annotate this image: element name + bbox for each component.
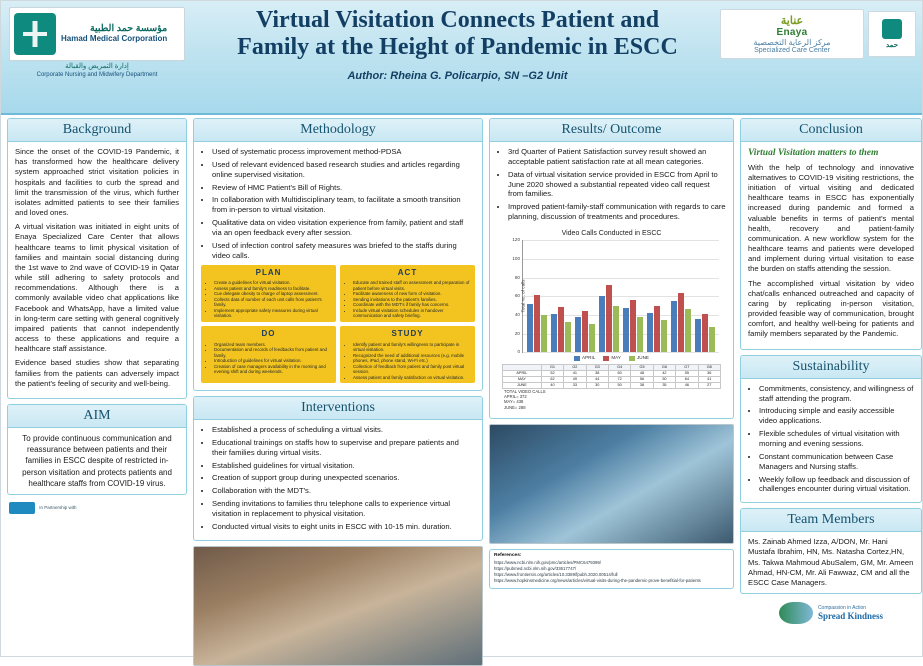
pdsa-do-label: DO [261, 328, 276, 338]
list-item: • Assess patient and family satisfaction on virtual visitation. [353, 375, 471, 381]
chart-table-header: G8 [698, 364, 720, 370]
background-paragraph: Since the onset of the COVID-19 Pandemic, it has transformed how the healthcare delivery system approached strict visitation policies in hospitals and facilities to curb the spread and limit the transmission of the virus, which further isolates admitted patients to see their families and loved ones. [15, 147, 179, 218]
hmc-department-english: Corporate Nursing and Midwifery Department [36, 71, 158, 78]
hamad-logo-icon [882, 19, 902, 39]
reference-item[interactable]: https://www.frontiersin.org/articles/10.3389/fpubh.2020.00514/full [494, 572, 618, 578]
list-item: • Flexible schedules of virtual visitation with morning and evening sessions. [759, 429, 914, 449]
column-results [489, 118, 734, 666]
chart-bar [582, 311, 588, 352]
title-block [193, 7, 722, 82]
section-methodology-title: Methodology [194, 119, 482, 142]
list-item: • Cue delegate obesity to charge of laptop assessment. [214, 291, 332, 297]
section-interventions-title: Interventions [194, 397, 482, 420]
chart-bar [613, 306, 619, 353]
section-results-title: Results/ Outcome [490, 119, 733, 142]
chart-bar [589, 324, 595, 352]
hmc-department-arabic: إدارة التمريض والقبالة [65, 63, 129, 70]
section-conclusion [740, 118, 922, 350]
spread-kindness-logo [740, 599, 922, 624]
chart-bar-group [669, 240, 693, 352]
hamad-logo [868, 11, 916, 57]
list-item: • Collaboration with the MDT's. [212, 486, 475, 496]
section-background-title: Background [8, 119, 186, 142]
kindness-icon [779, 602, 813, 624]
pdsa-plan [201, 265, 336, 322]
list-item: • Introduction of guidelines for virtual visitation. [214, 358, 332, 364]
partner-label: In Partnership with [39, 505, 77, 511]
pdsa-study-items [344, 342, 471, 381]
list-item: • Established a process of scheduling a virtual visits. [212, 425, 475, 435]
chart-total-line: MAY= 438 [504, 399, 524, 405]
section-results-body [490, 142, 733, 418]
partner-note [7, 500, 187, 514]
chart-bar-group [693, 240, 717, 352]
pdsa-study [340, 326, 475, 383]
chart-table-cell: 42 [653, 370, 675, 376]
list-item: • Constant communication between Case Managers and Nursing staffs. [759, 452, 914, 472]
chart-bar [637, 317, 643, 352]
pdsa-act-items [344, 280, 471, 319]
section-sustainability [740, 355, 922, 504]
list-item: • Used of infection control safety measures was briefed to the staffs during video calls. [212, 241, 475, 261]
chart-bar [599, 296, 605, 352]
enaya-logo-english: Enaya [776, 27, 808, 38]
column-methodology [193, 118, 483, 666]
chart-total-line: JUNE= 288 [504, 404, 526, 410]
poster-body [1, 113, 922, 656]
chart-table-cell: 52 [541, 370, 563, 376]
list-item: • Used of relevant evidenced based research studies and articles regarding online supervised visitation. [212, 160, 475, 180]
chart-bar [534, 295, 540, 353]
video-calls-chart [497, 225, 726, 413]
chart-y-tick: 20 [514, 330, 520, 336]
chart-y-axis-label: Total no. of calls [520, 279, 526, 313]
chart-table-cell: 72 [608, 376, 630, 382]
legend-item-may: MAY [603, 355, 621, 361]
chart-bar-group [549, 240, 573, 352]
chart-bar-group [573, 240, 597, 352]
chart-table-cell: 60 [608, 370, 630, 376]
chart-table-cell: 50 [608, 382, 630, 388]
chart-table-cell: 36 [698, 370, 720, 376]
chart-total-line: TOTAL VIDEO CALLS [504, 388, 546, 394]
chart-y-tick: 0 [517, 349, 520, 355]
chart-bar [702, 314, 708, 352]
section-aim [7, 404, 187, 495]
chart-table-cell: 27 [698, 382, 720, 388]
pdsa-cycle-diagram [201, 265, 475, 383]
list-item: • Sending invitations to the patient's families. [353, 297, 471, 303]
page-title-line1: Virtual Visitation Connects Patient and [255, 7, 660, 33]
partner-logo-icon [9, 502, 35, 514]
section-sustainability-title: Sustainability [741, 356, 921, 379]
chart-table-header: G2 [564, 364, 586, 370]
chart-table-header: G1 [541, 364, 563, 370]
chart-table-header: G5 [631, 364, 653, 370]
legend-item-june: JUNE [629, 355, 649, 361]
list-item: • Commitments, consistency, and willingness of staff attending the program. [759, 384, 914, 404]
chart-table-header: G4 [608, 364, 630, 370]
pdsa-act [340, 265, 475, 322]
enaya-logo-arabic: عناية [780, 15, 804, 27]
chart-table-cell: 44 [586, 376, 608, 382]
chart-title: Video Calls Conducted in ESCC [561, 230, 662, 238]
pdsa-plan-items [205, 280, 332, 319]
pdsa-do [201, 326, 336, 383]
table-row [503, 382, 721, 388]
photo-patient-video-call [193, 546, 483, 666]
chart-table-cell: 38 [586, 370, 608, 376]
list-item: • Facilitate awareness of new form of visitation. [353, 291, 471, 297]
column-left [7, 118, 187, 666]
list-item: • Introducing simple and easily accessible video applications. [759, 406, 914, 426]
chart-table-row-label: JUNE [503, 382, 542, 388]
references-block [489, 549, 734, 589]
chart-bar [661, 320, 667, 353]
reference-item[interactable]: https://www.hopkinsmedicine.org/news/articles/virtual-visits-during-the-pandemic-prove-benefitial-for-patients [494, 578, 701, 584]
chart-data-table [502, 364, 721, 389]
chart-table-header: G7 [676, 364, 698, 370]
references-label: References: [494, 552, 522, 558]
list-item: • Used of systematic process improvement method-PDSA [212, 147, 475, 157]
chart-table-cell: 49 [564, 376, 586, 382]
section-conclusion-body [741, 142, 921, 349]
chart-bar-group [525, 240, 549, 352]
chart-table-cell: 46 [676, 382, 698, 388]
poster-header [1, 1, 922, 115]
chart-bar [541, 315, 547, 352]
list-item: • Include virtual visitation schedules in handover communication and safety briefing. [353, 308, 471, 319]
list-item: • Sending invitations to families thru telephone calls to experience virtual visitation in replacement to physical visitation. [212, 499, 475, 519]
hmc-logo-english: Hamad Medical Corporation [61, 33, 168, 43]
chart-table-cell: 56 [631, 376, 653, 382]
chart-table-cell: 55 [676, 370, 698, 376]
list-item: • Conducted virtual visits to eight units in ESCC with 10-15 min. duration. [212, 522, 475, 532]
chart-bar-group [621, 240, 645, 352]
chart-table-header: G3 [586, 364, 608, 370]
chart-table-cell: 35 [653, 382, 675, 388]
section-sustainability-body [741, 379, 921, 503]
chart-gridline [523, 352, 719, 353]
conclusion-heading: Virtual Visitation matters to them [748, 148, 879, 158]
hmc-logo-arabic: مؤسسة حمد الطبية [89, 23, 168, 35]
chart-bar [558, 307, 564, 353]
interventions-bullets [201, 425, 475, 532]
chart-total-line: APRIL= 372 [504, 394, 527, 400]
chart-bar [527, 304, 533, 353]
results-bullets [497, 147, 726, 222]
chart-plot-area [512, 237, 719, 355]
chart-table-cell: 64 [676, 376, 698, 382]
section-aim-body: To provide continuous communication and reassurance between patients and their families in ESCC despite of restricted in-person visitation and protects patients and healthcare staffs from COVID-19 virus. [22, 433, 172, 488]
references-list [490, 550, 733, 588]
section-methodology [193, 118, 483, 391]
chart-y-tick: 60 [514, 293, 520, 299]
legend-item-april: APRIL [574, 355, 595, 361]
chart-y-tick: 80 [514, 274, 520, 280]
chart-bar [606, 285, 612, 352]
enaya-logo [720, 9, 864, 59]
section-methodology-body [194, 142, 482, 390]
chart-bars [523, 240, 719, 352]
list-item: • Weekly follow up feedback and discussion of challenges encounter during virtual visitation. [759, 475, 914, 495]
background-paragraph: A virtual visitation was initiated in eight units of Enaya Specialized Care Center that allows healthcare teams to limit physical visitation of families and maintain social distancing during the 1st wave to 2nd wave of COVID-19 in Qatar while still adhering to safety protocols and recommendations. Although there is a commonly available video chat applications like Facebook and WhatsApp, have a limited value in long-term care setting with general cognitively impaired patients that cannot independently access to these applications and require a healthcare staff assistance. [15, 222, 179, 354]
list-item: • Educate and trained staff on assessment and preparation of patient before virtual visits. [353, 280, 471, 291]
section-conclusion-title: Conclusion [741, 119, 921, 142]
photo-row [489, 424, 734, 544]
chart-bar-group [597, 240, 621, 352]
chart-bar [565, 322, 571, 353]
chart-table-cell: 41 [564, 370, 586, 376]
list-item: • Collection of feedback from patient and family post virtual session. [353, 364, 471, 375]
chart-table-cell: 41 [698, 376, 720, 382]
chart-table-cell: 33 [564, 382, 586, 388]
kindness-tagline: Compassion in Action [817, 605, 867, 612]
enaya-logo-english-sub: Specialized Care Center [754, 47, 830, 54]
chart-legend [502, 355, 721, 361]
list-item: • Review of HMC Patient's Bill of Rights. [212, 183, 475, 193]
section-results [489, 118, 734, 419]
column-right [740, 118, 922, 666]
chart-table-cell: 62 [541, 376, 563, 382]
chart-table-cell: 30 [586, 382, 608, 388]
section-team-members-body: Ms. Zainab Ahmed Izza, A/DON, Mr. Hani Mustafa Ibrahim, HN, Ms. Natasha Cortez,HN, Ms. Takwa Mahmoud AbuSalem, GM, Mr. Ameen Ahmad, HN-CM, Mr. Ali Fawwaz, CM and all the ESCC Case Managers. [748, 537, 914, 588]
pdsa-study-label: STUDY [391, 328, 424, 338]
photo-nurse-tablet [489, 424, 734, 544]
author-line: Author: Rheina G. Policarpio, SN –G2 Unit [347, 69, 568, 82]
section-interventions-body [194, 420, 482, 540]
hmc-logo [9, 7, 185, 61]
list-item: • Qualitative data on video visitation experience from family, patient and staff via an open feedback every after session. [212, 218, 475, 238]
chart-totals-note [502, 389, 721, 410]
enaya-logo-arabic-sub: مركز الرعاية التخصصية [753, 38, 831, 47]
chart-bar [647, 313, 653, 352]
section-background [7, 118, 187, 399]
chart-bar [654, 306, 660, 353]
list-item: • Organized team members. [214, 342, 332, 348]
chart-bar [623, 308, 629, 353]
chart-y-tick: 120 [512, 237, 520, 243]
chart-table-row-label: MAY [503, 376, 542, 382]
list-item: • Assess patient and family's readiness to facilitate. [214, 286, 332, 292]
conclusion-paragraph: With the help of technology and innovative alternatives to COVID-19 visiting restrictions, the initiation of virtual visiting and dedicated healthcare teams in ESCC has exponentially increased during pandemic and formed a valuable benefits in terms of patient's mental health, recovery and patient-family communication. A new workflow system for the healthcare teams and patients were developed and implement during virtual visitation to ease the burden on staffs attending the session. [748, 162, 914, 274]
list-item: • Improved patient-family-staff communication with regards to care planning, discussion of treatments and procedures. [508, 202, 726, 222]
pdsa-act-label: ACT [397, 267, 418, 277]
hmc-department [9, 63, 185, 79]
chart-bar [551, 314, 557, 352]
chart-bar [671, 301, 677, 352]
chart-table-cell: 50 [653, 376, 675, 382]
chart-y-tick: 40 [514, 312, 520, 318]
list-item: • Educational trainings on staffs how to supervise and prepare patients and their families during virtual visits. [212, 438, 475, 458]
list-item: • Collects data of number of each unit calls from patient's family. [214, 297, 332, 308]
list-item: • Creation of case managers availability in the morning and evening shift and during weekends. [214, 364, 332, 375]
chart-bar [709, 327, 715, 352]
hmc-logo-icon [14, 13, 56, 55]
section-background-body [8, 142, 186, 398]
pdsa-plan-label: PLAN [255, 267, 282, 277]
chart-table-cell: 40 [541, 382, 563, 388]
background-paragraph: Evidence based studies show that separating families from the patients can adversely impact the patient's feeling of security and well-being. [15, 358, 179, 388]
page-title-line2: Family at the Height of Pandemic in ESCC [237, 34, 678, 61]
chart-table-row-label: APRIL [503, 370, 542, 376]
chart-bar [630, 300, 636, 352]
list-item: • Documentation and records of feedbacks from patient and family. [214, 347, 332, 358]
list-item: • Recognized the need of additional resources (e.g. mobile phones, iPad, phone stand, Wi-Fi etc.) [353, 353, 471, 364]
hamad-logo-label: حمد [885, 42, 899, 49]
list-item: • Identify patient and family's willingness to participate in virtual visitation. [353, 342, 471, 353]
list-item: • Data of virtual visitation service provided in ESCC from April to June 2020 showed a substantial repeated video call request from families. [508, 170, 726, 200]
list-item: • 3rd Quarter of Patient Satisfaction survey result showed an acceptable patient satisfaction rate at all mean categories. [508, 147, 726, 167]
section-interventions [193, 396, 483, 541]
reference-item[interactable]: https://pubmed.ncbi.nlm.nih.gov/33617747/ [494, 566, 577, 572]
chart-table-header: G6 [653, 364, 675, 370]
section-team-members [740, 508, 922, 594]
pdsa-do-items [205, 342, 332, 375]
reference-item[interactable]: https://www.ncbi.nlm.nih.gov/pmc/articles/PMC6479399/ [494, 559, 601, 565]
section-aim-title: AIM [8, 405, 186, 428]
list-item: • Coordinate with the MDT's if family has concerns. [353, 302, 471, 308]
methodology-bullets [201, 147, 475, 261]
chart-table-cell: 38 [631, 382, 653, 388]
chart-bar-group [645, 240, 669, 352]
chart-y-tick: 100 [512, 256, 520, 262]
chart-bar [575, 317, 581, 352]
list-item: • Established guidelines for virtual visitation. [212, 461, 475, 471]
list-item: • Create a guidelines for virtual visitation. [214, 280, 332, 286]
chart-table-cell: 48 [631, 370, 653, 376]
chart-bar [685, 309, 691, 352]
sustainability-bullets [748, 384, 914, 495]
chart-bar [678, 293, 684, 353]
section-team-members-title: Team Members [741, 509, 921, 532]
kindness-title: Spread Kindness [817, 611, 884, 622]
list-item: • Creation of support group during unexpected scenarios. [212, 473, 475, 483]
list-item: • In collaboration with Multidisciplinary team, to facilitate a smooth transition from in-person to virtual visitation. [212, 195, 475, 215]
chart-bar [695, 319, 701, 353]
list-item: • Implement appropriate safety measures during virtual visitation. [214, 308, 332, 319]
conclusion-paragraph: The accomplished virtual visitation by video chat/calls enhanced outreached and capacity of caring by replicating in-person visitation, provided feasible way of communication, brought comfort, and healthy well-being for patients and family members separated by the Pandemic. [748, 278, 914, 339]
